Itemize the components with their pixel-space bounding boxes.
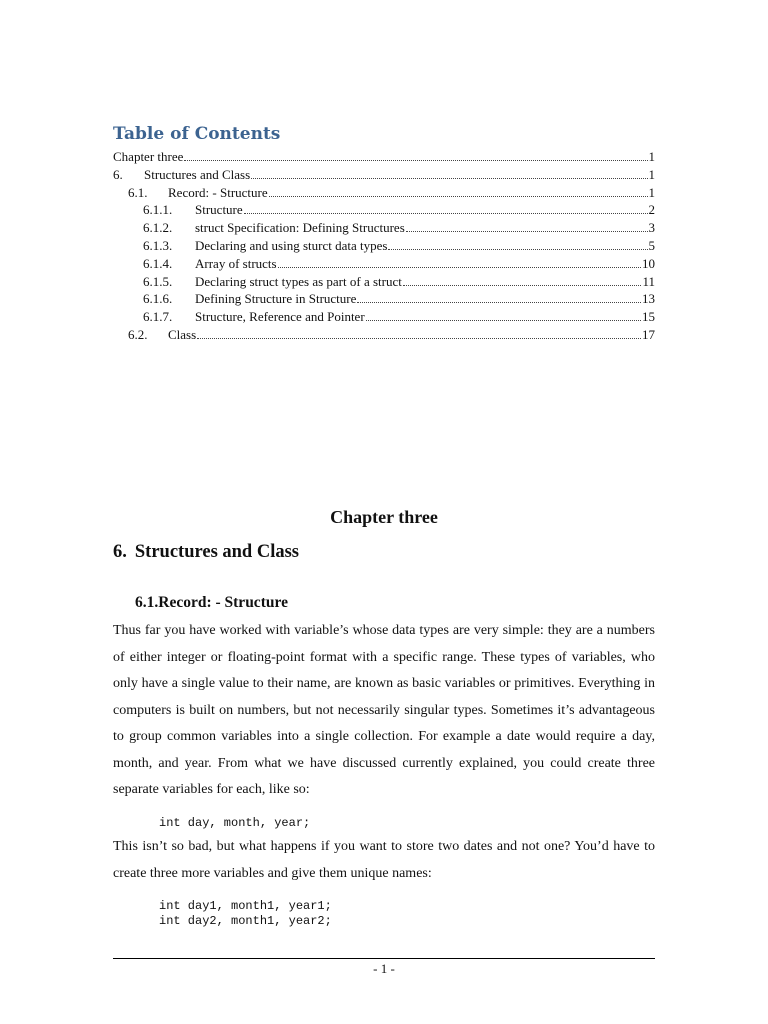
toc-entry-page: 2 (648, 202, 655, 218)
toc-dot-leader (366, 319, 641, 321)
toc-entry[interactable] (113, 274, 655, 292)
page-number: - 1 - (373, 961, 395, 976)
toc-dot-leader (388, 248, 647, 250)
toc-entry-number: 6.1.1. (143, 202, 173, 218)
toc-entry-page: 3 (648, 220, 655, 236)
toc-entry-number: 6. (113, 166, 123, 182)
toc-entry[interactable] (113, 256, 655, 274)
toc-entry[interactable] (113, 167, 655, 185)
toc-entry-page: 13 (642, 291, 655, 307)
toc-entry[interactable] (113, 238, 655, 256)
toc-entry-title: Structure, Reference and Pointer (195, 309, 365, 325)
toc-dot-leader (251, 177, 647, 179)
toc-entry-title: Record: - Structure (168, 184, 268, 200)
toc-entry-number: 6.1.5. (143, 273, 173, 289)
toc-entry-number: 6.1.2. (143, 220, 173, 236)
toc-title: Table of Contents (113, 124, 281, 144)
toc-entry-number: 6.1.4. (143, 255, 173, 271)
code-block: int day1, month1, year1; int day2, month1, year2; (159, 899, 332, 928)
chapter-title: Chapter three (330, 507, 438, 527)
toc-dot-leader (403, 284, 642, 286)
toc-entry[interactable] (113, 327, 655, 345)
section-number: 6. (113, 542, 127, 562)
toc-entry-title: Structures and Class (144, 166, 251, 182)
footer-divider (113, 958, 655, 959)
toc-entry-title: Defining Structure in Structure (195, 291, 357, 307)
toc-dot-leader (197, 337, 641, 339)
toc-entry-number: 6.1. (128, 184, 148, 200)
toc-entry-page: 11 (642, 273, 655, 289)
toc-dot-leader (357, 301, 641, 303)
toc-entry-title: Structure (195, 202, 243, 218)
toc-entry-page: 1 (648, 184, 655, 200)
toc-entry-page: 5 (648, 237, 655, 253)
toc-entry-title: struct Specification: Defining Structures (195, 220, 405, 236)
table-of-contents (113, 149, 655, 345)
toc-entry-number: 6.1.3. (143, 237, 173, 253)
toc-entry-number: 6.1.6. (143, 291, 173, 307)
toc-dot-leader (269, 195, 648, 197)
toc-entry[interactable] (113, 202, 655, 220)
subsection-heading: 6.1.Record: - Structure (135, 594, 288, 611)
toc-entry-title: Array of structs (195, 255, 277, 271)
toc-entry[interactable] (113, 185, 655, 203)
toc-entry[interactable] (113, 291, 655, 309)
toc-entry-title: Class (168, 326, 197, 342)
toc-entry-page: 1 (648, 149, 655, 164)
toc-entry[interactable] (113, 220, 655, 238)
toc-entry[interactable] (113, 149, 655, 167)
toc-entry-number: 6.1.7. (143, 309, 173, 325)
section-heading (113, 542, 299, 563)
toc-entry-page: 1 (648, 166, 655, 182)
toc-entry-title: Chapter three (113, 149, 184, 164)
toc-entry-title: Declaring and using sturct data types (195, 237, 388, 253)
toc-dot-leader (244, 212, 648, 214)
toc-dot-leader (278, 266, 641, 268)
toc-entry[interactable] (113, 309, 655, 327)
toc-entry-title: Declaring struct types as part of a struct (195, 273, 402, 289)
body-paragraph: This isn’t so bad, but what happens if you want to store two dates and not one? You’d have to create three more variables and give them unique names: (113, 839, 655, 881)
toc-entry-number: 6.2. (128, 326, 148, 342)
section-title: Structures and Class (134, 542, 299, 562)
toc-entry-page: 17 (642, 326, 655, 342)
toc-entry-page: 10 (642, 255, 655, 271)
code-block: int day, month, year; (159, 816, 311, 830)
toc-entry-page: 15 (642, 309, 655, 325)
toc-dot-leader (184, 159, 647, 161)
body-paragraph: Thus far you have worked with variable’s whose data types are very simple: they are a numbers of either integer or floating-point format with a specific range. These types of variables, who only have a single value to their name, are known as basic variables or primitives. Everything in computers is built on numbers, but not necessarily singular types. Sometimes it’s advantageous to group common variables into a single collection. For example a date would require a day, month, and year. From what we have discussed currently explained, you could create three separate variables for each, like so: (113, 623, 655, 797)
toc-dot-leader (406, 230, 648, 232)
